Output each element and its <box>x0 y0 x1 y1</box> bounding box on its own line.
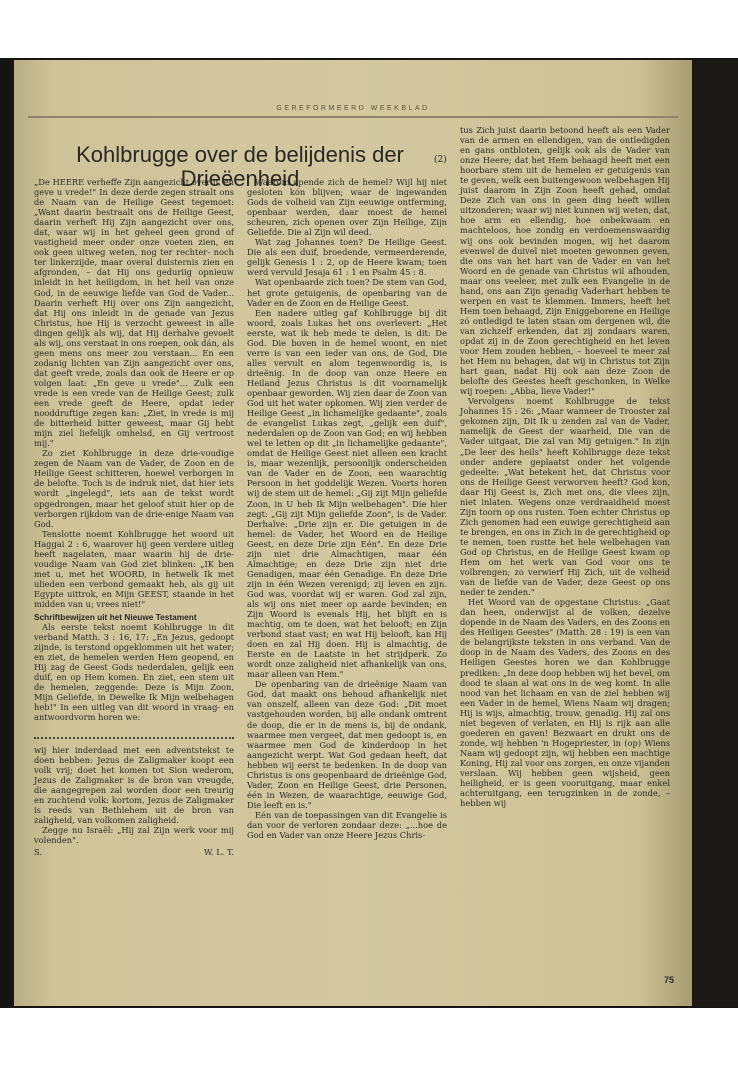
column-1 <box>34 177 234 857</box>
subheading: Schriftbewijzen uit het Nieuwe Testament <box>34 612 197 623</box>
signature-right: W. L. T. <box>203 847 234 857</box>
paragraph: Waarom opende zich de hemel? Wijl hij niet gesloten kón blijven; waar de ingewanden Gods de volheid van Zijn eeuwige ontferming, openbaar werden, daar moest de hemel scheuren, zich openen over Zijn Heilige, Zijn Geliefde. Die al Zijn wil deed. <box>247 177 447 238</box>
header-rule <box>28 116 678 118</box>
paragraph: Als eerste tekst noemt Kohlbrugge in dit verband Matth. 3 : 16, 17: „En Jezus, gedoopt zijnde, is terstond opgeklommen uit het water; en ziet, de hemelen werden Hem geopend, en Hij zag de Geest Gods nederdalen, gelijk een duif, en op Hem komen. En ziet, een stem uit de hemelen, zeggende: Deze is Mijn Zoon, Mijn Geliefde, in Dewelke Ik Mijn welbehagen heb!" In een uitleg van dit woord in vraag- en antwoordvorm horen we: <box>34 622 234 723</box>
paragraph: Zo ziet Kohlbrugge in deze drie-voudige zegen de Naam van de Vader, de Zoon en de Heilige Geest schitteren, hoewel verborgen in de belofte. Toch is de indruk niet, dat hier iets wordt „ingelegd", iets aan de tekst wordt opgedrongen, maar het geloof stuit hier op de verborgen rijkdom van de drie-enige Naam van God. <box>34 448 234 529</box>
signature-left: S. <box>34 847 43 857</box>
paragraph: Eén van de toepassingen van dit Evangelie is dan voor de verloren zondaar deze: „...hoe de God en Vader van onze Heere Jezus Chris- <box>247 809 447 841</box>
paragraph: tus Zich juist daarin betoond heeft als een Vader van de armen en ellendigen, van de ontledigden en gans ontbloten, gelijk ook als de Vader van onze Heere; dat het Hem behaagd heeft met een hoorbare stem uit de hemelen er getuigenis van te geven, welk een buitengewoon welbehagen Hij juist daarom in Zijn Zoon heeft gehad, omdat Deze Zich van ons in geen ding heeft willen uitzonderen; waar wij niet kunnen wij weten, dat, hoe arm en ellendig, hoe onbekwaam en machteloos, hoe zondig en verdoemenswaardig wij ons ook bevinden mogen, wij het daarom evenwel de duivel niet moeten gewonnen geven, die ons van het hart van de Vader en van het Woord en de genade van Christus wil afhouden, maar ons veeleer, met zulk een Evangelie in de hand, ons aan Zijn genadig Vaderhart hebben te werpen en vast te klemmen. Immers, heeft het Hem toen behaagd, Zijn Eniggeborene en Heilige zó ontledigd te laten staan om dergenen wil, die van zichzelf erkenden, dat zij zondaars waren, opdat zij in de Zoon gerechtigheid en het leven voor Hem zouden hebben, – hoeveel te meer zal het Hem nu behagen, dat wij in Christus tot Zijn hart gaan, nadat Hij ook aan deze Zoon de belofte des Geestes heeft geschonken, in Welke wij roepen: „Abba, lieve Vader!" <box>460 125 670 397</box>
running-header: GEREFORMEERD WEEKBLAD <box>276 105 430 112</box>
magazine-page <box>14 60 692 1006</box>
paragraph: Zegge nu Israël: „Hij zal Zijn werk voor mij volenden". <box>34 824 234 845</box>
paragraph: Wat openbaarde zich toen? De stem van God, het grote getuigenis, de openbaring van de Vader en de Zoon en de Heilige Geest. <box>247 277 447 308</box>
column-2 <box>247 177 447 840</box>
paragraph: Tenslotte noemt Kohlbrugge het woord uit Haggai 2 : 6, waarover hij geen verdere uitleg heeft nagelaten, maar waarin hij de drie-voudige Naam van God ziet blinken: „IK ben met u, met het WOORD, in hetwelk Ik met ulieden een verbond gemaakt heb, als gij uit Egypte uittrok, en Mijn GEEST, staande in het midden van u; vrees niet!" <box>34 528 234 609</box>
section-divider <box>34 731 234 739</box>
paragraph: Wat zag Johannes toen? De Heilige Geest. Die als een duif, broedende, vermeerderende, gelijk Genesis 1 : 2, op de Heere kwam; toen werd vervuld Jesaja 61 : 1 en Psalm 45 : 8. <box>247 237 447 278</box>
paragraph: „De HEERE verheffe Zijn aangezicht over u, en geve u vrede!" In deze derde zegen straalt ons de Naam van de Heilige Geest tegemoet: „Want daarin bestraalt ons de Heilige Geest, daarin verheft Hij Zijn aangezicht over ons, dat, waar wij in het geheel geen grond of vastigheid meer onder onze voeten zien, en ook geen uitweg weten, nog ter rechter- noch ter linkerzijde, maar overal duisternis zien en afgronden, – dat Hij ons geduriig opnieuw inleidt in het heiligdom, in het heil van onze God, in de eeuwige liefde van God de Vader... Daarin verheft Hij over ons Zijn aangezicht, dat Hij ons inleidt in de genade van Jezus Christus, hoe Hij is verzocht geweest in alle dingen gelijk als wij, dat Hij derhalve gevoelt als wij, ons verstaat in ons roepen, ook dán, als geen mens ons meer zou verstaan... En een zodanig lichten van Zijn aangezicht over ons, dat geeft vrede, zoals dan ook de Heere er op volgen laat: „En geve u vrede"... Zulk een vrede is een vrede van de Heilige Geest; zulk een vrede geeft de Heere, opdat ieder nooddruftige zegen kan: „Ziet, in vrede is mij de bitterheid bitter geweest, maar Gij hebt mijn ziel liefelijk omhelsd, en Gij vertroost mij." <box>34 177 234 449</box>
column-3 <box>460 125 670 808</box>
scan-edge <box>692 60 738 1006</box>
page-number: 75 <box>664 975 675 985</box>
paragraph: Een nadere uitleg gaf Kohlbrugge bij dit woord, zoals Lukas het ons overlevert: „Het eerste, wat ik heb mede te delen, is dit: De God. Die boven in de hemel woont, en niet verre is van een ieder van ons, de God, Die alles vervult en alom tegenwoordig is, is drieënig. In de doop van onze Heere en Heiland Jezus Christus is dit voornamelijk openbaar geworden. Wij zien daar de Zoon van God uit het water opkomen. Wij zien verder de Heilige Geest „in lichamelijke gedaante", zoals de evangelist Lukas zegt, „gelijk een duif", nederdalen op de Zoon van God; en wij hebben wel te letten op dit „in lichamelijke gedaante", omdat de Heilige Geest niet alleen een kracht is, maar wezenlijk, persoonlijk onderscheiden van de Vader en de Zoon, een waarachtig Persoon in het goddelijk Wezen. Voorts horen wij de stem uit de hemel: „Gij zijt Mijn geliefde Zoon, in U heb Ik Mijn welbehagen". Die hier zegt: „Gij zijt Mijn geliefde Zoon", is de Vader. Derhalve: „Drie zijn er. Die getuigen in de hemel: de Vader, het Woord en de Heilige Geest, en deze Drie zijn Eén". En deze Drie zijn niet drie Almachtigen, maar één Almachtige; en deze Drie zijn niet drie Genadigen, maar één Genadige. En deze Drie zijn in één Wezen verenigd; zij leven en zijn. God was, voordat wij er waren. God zal zijn, als wij ons niet meer op aarde bevinden; en Zijn Woord is evenals Hij, het blijft en is machtig, om te doen, wat het belooft; en Zijn verbond staat vast; en wat Hij belooft, kan Hij doen en zal Hij doen. Hij is almachtig, de Eerste en de Laatste in het strijdperk. Zo wordt onze zaligheid niet afhankelijk van ons, maar alleen van Hem." <box>247 307 447 680</box>
title-line-1: Kohlbrugge over de belijdenis der <box>76 141 404 167</box>
paragraph: De openbaring van de drieënige Naam van God, dat maakt ons behoud afhankelijk niet van onszelf, alleen van deze God: „Dit moet vastgehouden worden, bij alle ondank omtrent de doop, die er in de mens is, bij de ondank, waarmee men vergeet, dat men gedoopt is, en waarmee men God de kinderdoop in het aangezicht werpt. Wat God gedaan heeft, dat hebben wij eerst te bedenken. In de doop van Christus is ons geopenbaard de drieënige God, Vader, Zoon en Heilige Geest, drie Personen, één in Wezen, de waarachtige, eeuwige God, Die leeft en is." <box>247 679 447 810</box>
paragraph: Het Woord van de opgestane Christus: „Gaat dan heen, onderwijst al de volken, dezelve dopende in de Naam des Vaders, en des Zoons en des Heiligen Geestes" (Matth. 28 : 19) is een van de belangrijkste teksten in ons verband. Van de doop in de Naam des Vaders, des Zoons en des Heiligen Geestes horen we dan Kohlbrugge prediken: „In deze doop hebben wij het bevel, om dood te slaan al wat ons in de weg komt. In alle nood van het lichaam en van de ziel hebben wij een Vader in de hemel, Wiens Naam wij dragen; Hij is wijs, almachtig, trouw, genadig. Hij zal ons niet begeven of verlaten, en Hij is rijk aan alle goederen en gaven! Bezwaart en drukt ons de zonde, wij hebben 'n Hogepriester, in (op) Wiens Naam wij gedoopt zijn, wij hebben een machtige Koning, Hij zal voor ons zorgen, en onze vijanden verslaan. Wij hebben geen wijsheid, geen heiligheid, er is geen vooruitgang, maar enkel achteruitgang, een terugzinken in de zonde, – hebben wij <box>460 597 670 809</box>
signature-line <box>34 847 234 857</box>
part-number: (2) <box>434 155 447 165</box>
paragraph: Vervolgens noemt Kohlbrugge de tekst Johannes 15 : 26: „Maar wanneer de Trooster zal gekomen zijn, Dit Ik u zenden zal van de Vader, namelijk de Geest der waarheid, Die van de Vader uitgaat, Die zal van Mij getuigen." In zijn „De leer des heils" heeft Kohlbrugge deze tekst onder andere geplaatst onder het volgende gedeelte: „Wat betekent het, dat Christus voor ons de Heilige Geest verworven heeft? God kon, daar Hij Geest is, Zich met ons, die vlees zijn, niet inlaten. Wegens onze verdraaidheid moest Zijn toorn op ons rusten. Toen echter Christus op Zich genomen had een euwige gerechtigheid aan te brengen, en ons in Zich in de gerechtigheid op te nemen, toen rustte het hele welbehagen van God op Christus, en de Heilige Geest kwam op Hem om het werk van God voor ons te volbrengen; zo verwierf Hij Zich, uit de volheid van de liefde van de Vader, deze Geest op ons neder te zenden." <box>460 396 670 598</box>
paragraph: wij hier inderdaad met een adventstekst te doen hebben: Jezus de Zaligmaker koopt een volk vrij; doet het komen tot Sion wederom, Jezus de Zaligmaker is de bron van vreugde, die aangegrepen zal worden door een treurig en zuchtend volk: kortom, Jezus de Zaligmaker is reeds van Bethlehem uit de bron van zaligheid, van volkomen zaligheid. <box>34 744 234 825</box>
title-line-2: Drieëenheid <box>180 165 300 191</box>
